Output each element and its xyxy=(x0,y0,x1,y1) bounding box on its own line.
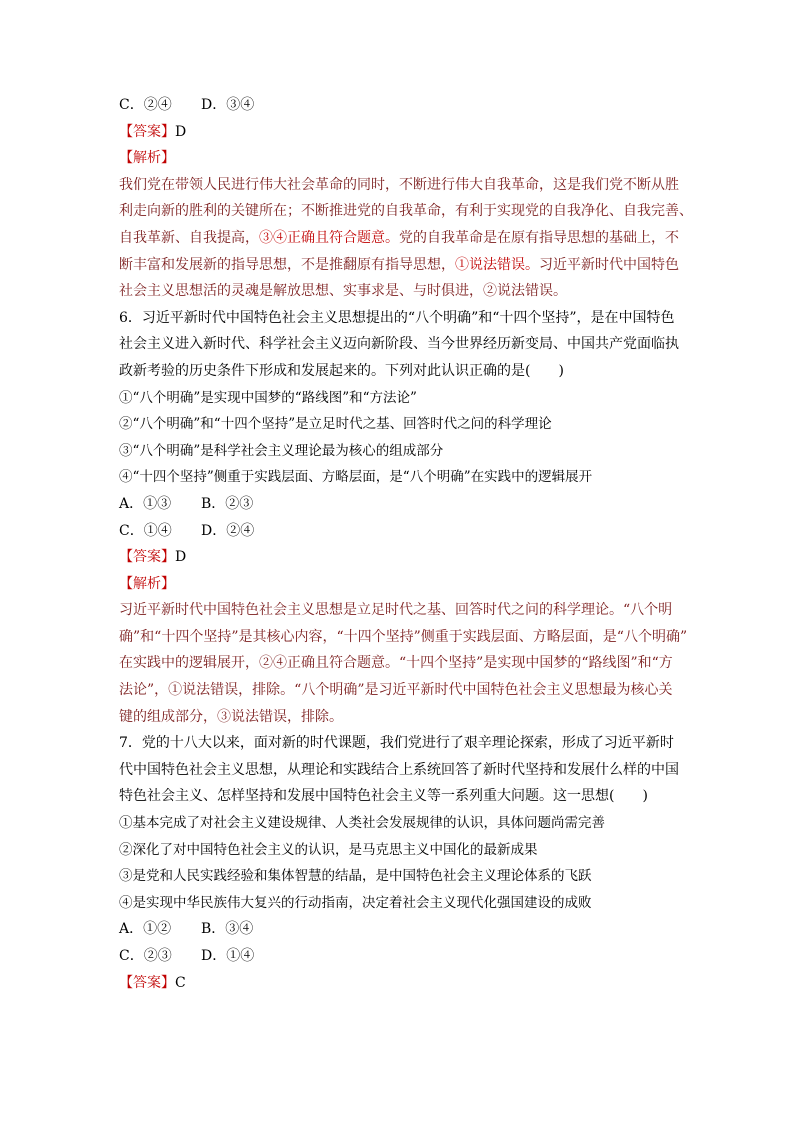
q7-statement: ①基本完成了对社会主义建设规律、人类社会发展规律的认识，具体问题尚需完善 xyxy=(119,815,605,832)
option-c: C．①④ xyxy=(119,522,172,539)
analysis-line: 确”和“十四个坚持”是其核心内容，“十四个坚持”侧重于实践层面、方略层面，是“八个明确” xyxy=(119,628,688,645)
q7-statement: ④是实现中华民族伟大复兴的行动指南，决定着社会主义现代化强国建设的成败 xyxy=(119,894,592,911)
option-c: C．②③ xyxy=(119,948,172,964)
q7-stem-line: 7．党的十八大以来，面对新的时代课题，我们党进行了艰辛理论探索，形成了习近平新时 xyxy=(119,735,674,752)
analysis-line: 自我革新、自我提高，③④正确且符合题意。党的自我革命是在原有指导思想的基础上，不 xyxy=(119,229,679,246)
option-d: D．①④ xyxy=(201,948,255,964)
analysis-line: 利走向新的胜利的关键所在；不断推进党的自我革命，有利于实现党的自我净化、自我完善、 xyxy=(119,203,693,220)
q7-stem-line: 特色社会主义、怎样坚持和发展中国特色社会主义等一系列重大问题。这一思想( ) xyxy=(119,788,648,805)
q7-options-row-2 xyxy=(119,943,679,970)
q6-options-row-1 xyxy=(119,491,679,518)
question-6 xyxy=(119,305,688,731)
analysis-line: 键的组成部分，③说法错误，排除。 xyxy=(119,708,343,725)
option-d: D．②④ xyxy=(201,522,255,539)
q6-stem-line: 社会主义进入新时代、科学社会主义迈向新阶段、当今世界经历新变局、中国共产党面临执 xyxy=(119,336,679,353)
q6-options-row-2 xyxy=(119,518,679,545)
q6-statement: ①“八个明确”是实现中国梦的“路线图”和“方法论” xyxy=(119,389,417,406)
answer-label: 【答案】 xyxy=(119,549,175,566)
q7-answer xyxy=(119,970,679,997)
answer-label: 【答案】 xyxy=(119,974,175,991)
q5-options-row-2 xyxy=(119,92,679,119)
question-7 xyxy=(119,730,679,996)
option-c: C．②④ xyxy=(119,97,172,113)
option-a: A．①② xyxy=(119,921,172,938)
q7-stem-line: 代中国特色社会主义思想，从理论和实践结合上系统回答了新时代坚持和发展什么样的中国 xyxy=(119,761,679,778)
analysis-line: 在实践中的逻辑展开，②④正确且符合题意。“十四个坚持”是实现中国梦的“路线图”和“方 xyxy=(119,655,673,672)
q6-statement: ④“十四个坚持”侧重于实践层面、方略层面，是“八个明确”在实践中的逻辑展开 xyxy=(119,469,593,486)
q5-answer xyxy=(119,119,679,146)
option-d: D．③④ xyxy=(201,97,255,113)
analysis-line: 断丰富和发展新的指导思想，不是推翻原有指导思想，①说法错误。习近平新时代中国特色 xyxy=(119,256,679,273)
option-b: B．③④ xyxy=(201,921,254,938)
q6-statement: ③“八个明确”是科学社会主义理论最为核心的组成部分 xyxy=(119,442,444,459)
option-b: B．②③ xyxy=(201,495,254,512)
analysis-line: 法论”，①说法错误，排除。“八个明确”是习近平新时代中国特色社会主义思想最为核心关 xyxy=(119,682,673,699)
analysis-line: 习近平新时代中国特色社会主义思想是立足时代之基、回答时代之问的科学理论。“八个明 xyxy=(119,602,673,619)
answer-value: D xyxy=(175,549,187,566)
option-a: A．①③ xyxy=(119,495,172,512)
q6-stem-line: 6．习近平新时代中国特色社会主义思想提出的“八个明确”和“十四个坚持”，是在中国特色 xyxy=(119,309,675,326)
document-page xyxy=(119,92,693,996)
answer-label: 【答案】 xyxy=(119,123,175,140)
q7-statement: ③是党和人民实践经验和集体智慧的结晶，是中国特色社会主义理论体系的飞跃 xyxy=(119,868,592,885)
analysis-line: 社会主义思想活的灵魂是解放思想、实事求是、与时俱进，②说法错误。 xyxy=(119,283,567,300)
q7-options-row-1 xyxy=(119,916,679,943)
q6-statement: ②“八个明确”和“十四个坚持”是立足时代之基、回答时代之问的科学理论 xyxy=(119,416,552,433)
q7-statement: ②深化了对中国特色社会主义的认识，是马克思主义中国化的最新成果 xyxy=(119,841,538,858)
answer-value: D xyxy=(175,123,187,140)
analysis-line: 我们党在带领人民进行伟大社会革命的同时，不断进行伟大自我革命，这是我们党不断从胜 xyxy=(119,176,679,193)
answer-value: C xyxy=(175,974,186,991)
q6-stem-line: 政新考验的历史条件下形成和发展起来的。下列对此认识正确的是( ) xyxy=(119,362,564,379)
q5-analysis xyxy=(119,172,693,305)
q6-answer xyxy=(119,544,679,571)
q6-analysis xyxy=(119,597,688,730)
q5-analysis-label: 【解析】 xyxy=(119,150,175,167)
q6-analysis-label: 【解析】 xyxy=(119,575,175,592)
